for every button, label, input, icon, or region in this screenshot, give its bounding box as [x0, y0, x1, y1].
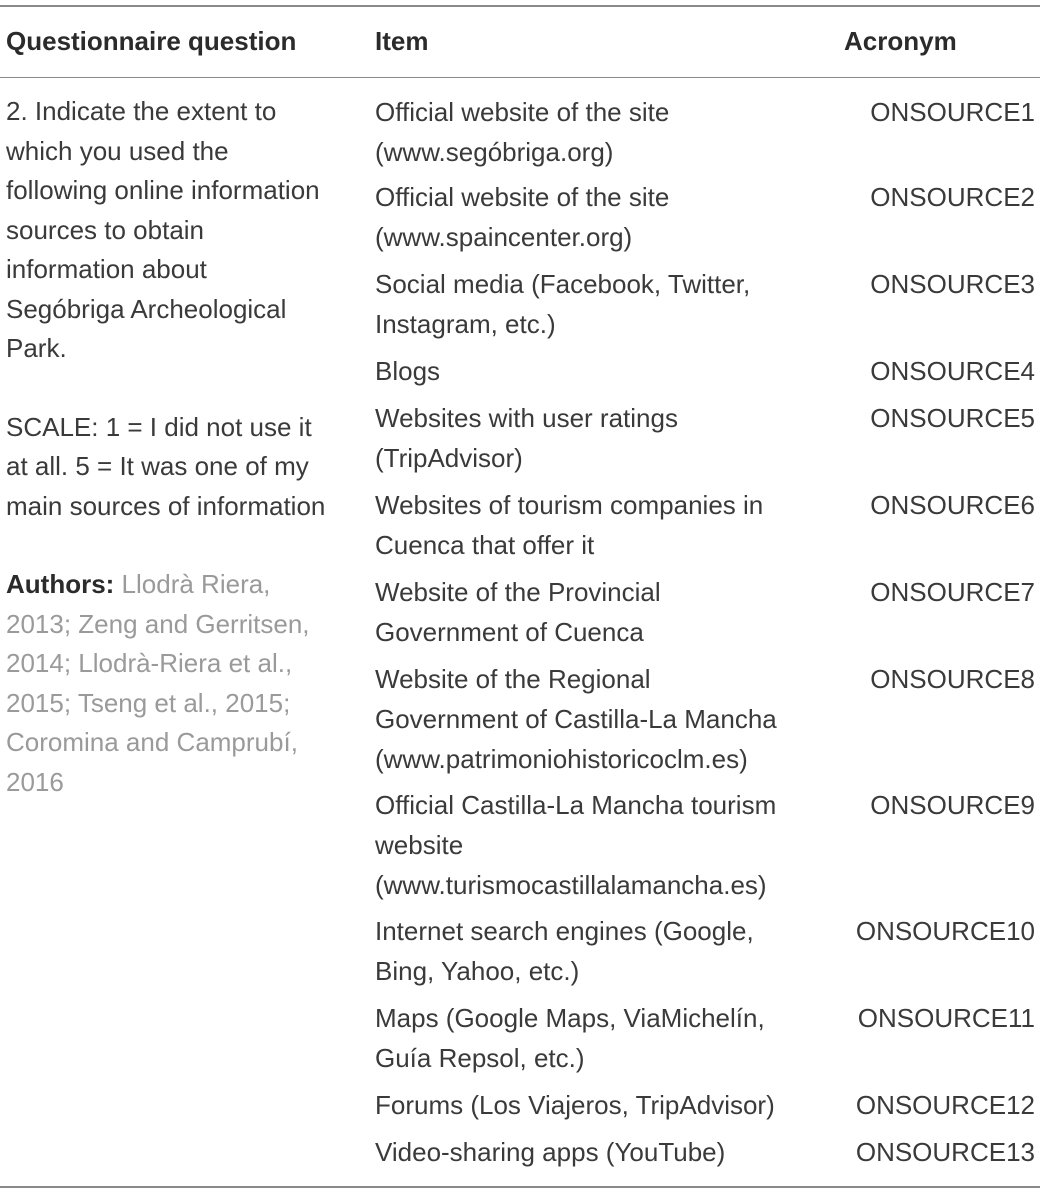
item-line: Guía Repsol, etc.)	[375, 1043, 585, 1073]
item-cell	[375, 177, 825, 257]
item-line: Websites of tourism companies in	[375, 490, 764, 520]
authors-label: Authors:	[6, 569, 115, 599]
item-line: Video-sharing apps (YouTube)	[375, 1137, 726, 1167]
authors-citation-link[interactable]: 2016	[6, 766, 64, 797]
item-line: website	[375, 830, 464, 860]
item-line: (www.turismocastillalamancha.es)	[375, 870, 767, 900]
header-questionnaire-question: Questionnaire question	[6, 26, 297, 56]
item-cell	[375, 398, 825, 478]
authors-citation-link[interactable]: Llodrà Riera,	[114, 569, 271, 599]
acronym-cell: ONSOURCE8	[870, 664, 1035, 694]
item-cell	[375, 1085, 825, 1125]
item-line: Official website of the site	[375, 182, 670, 212]
item-line: Social media (Facebook, Twitter,	[375, 269, 751, 299]
authors-citation-link[interactable]: 2015; Tseng et al., 2015;	[6, 687, 291, 718]
question-line: following online information	[6, 175, 320, 205]
question-line: Segóbriga Archeological	[6, 293, 287, 324]
authors-citation-link[interactable]: 2013; Zeng and Gerritsen,	[6, 608, 310, 639]
question-line: information about	[6, 254, 207, 284]
acronym-cell: ONSOURCE10	[855, 916, 1035, 946]
acronym-cell: ONSOURCE2	[870, 182, 1035, 212]
question-cell	[6, 92, 358, 802]
question-line: Park.	[6, 333, 67, 363]
item-cell	[375, 659, 825, 779]
acronym-cell: ONSOURCE4	[870, 356, 1035, 386]
item-cell	[375, 1132, 825, 1172]
acronym-cell: ONSOURCE6	[870, 490, 1035, 520]
scale-line: SCALE: 1 = I did not use it	[6, 411, 312, 442]
item-line: Government of Cuenca	[375, 617, 644, 647]
header-rule	[0, 77, 1040, 78]
item-line: Websites with user ratings	[375, 403, 678, 433]
item-line: Government of Castilla-La Mancha	[375, 704, 777, 734]
question-line: 2. Indicate the extent to	[6, 96, 277, 126]
item-line: (www.segóbriga.org)	[375, 137, 614, 167]
item-cell	[375, 264, 825, 344]
authors-citation-link[interactable]: Coromina and Camprubí,	[6, 727, 298, 757]
header-acronym: Acronym	[844, 26, 957, 56]
item-line: Internet search engines (Google,	[375, 916, 754, 946]
item-line: Official website of the site	[375, 97, 670, 127]
item-line: Website of the Regional	[375, 664, 651, 694]
item-line: Official Castilla-La Mancha tourism	[375, 790, 777, 820]
acronym-cell: ONSOURCE9	[870, 790, 1035, 820]
item-line: Instagram, etc.)	[375, 309, 556, 339]
scale-line: at all. 5 = It was one of my	[6, 451, 309, 481]
scale-text	[6, 408, 358, 527]
item-cell	[375, 485, 825, 565]
item-cell	[375, 911, 825, 991]
item-line: Forums (Los Viajeros, TripAdvisor)	[375, 1090, 775, 1120]
table-bottom-rule	[0, 1186, 1040, 1188]
acronym-cell: ONSOURCE12	[855, 1090, 1035, 1120]
question-line: sources to obtain	[6, 214, 205, 245]
authors-text	[6, 565, 358, 802]
item-line: (www.patrimoniohistoricoclm.es)	[375, 744, 748, 774]
question-text	[6, 92, 358, 369]
acronym-cell: ONSOURCE7	[870, 577, 1035, 607]
item-cell	[375, 998, 825, 1078]
question-line: which you used the	[6, 135, 229, 166]
acronym-cell: ONSOURCE13	[855, 1137, 1035, 1167]
item-cell	[375, 92, 825, 172]
item-cell	[375, 572, 825, 652]
item-line: Maps (Google Maps, ViaMichelín,	[375, 1003, 765, 1033]
acronym-cell: ONSOURCE3	[870, 269, 1035, 299]
item-line: Cuenca that offer it	[375, 530, 595, 560]
scale-line: main sources of information	[6, 490, 326, 521]
item-line: (TripAdvisor)	[375, 443, 523, 473]
item-line: Bing, Yahoo, etc.)	[375, 956, 580, 986]
header-item: Item	[375, 26, 429, 56]
authors-citation-link[interactable]: 2014; Llodrà-Riera et al.,	[6, 648, 293, 678]
table-top-rule	[0, 5, 1040, 7]
item-line: Blogs	[375, 356, 441, 386]
item-cell	[375, 785, 825, 905]
acronym-cell: ONSOURCE5	[870, 403, 1035, 433]
item-cell	[375, 351, 825, 391]
item-line: Website of the Provincial	[375, 577, 661, 607]
acronym-cell: ONSOURCE1	[870, 97, 1035, 127]
item-line: (www.spaincenter.org)	[375, 222, 633, 252]
acronym-cell: ONSOURCE11	[857, 1003, 1035, 1033]
